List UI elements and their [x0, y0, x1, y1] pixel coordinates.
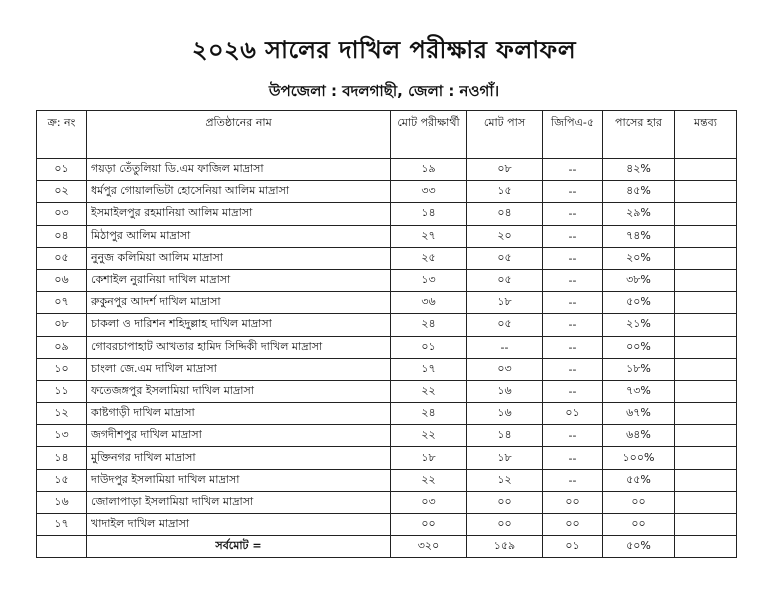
- header-gpa5: জিপিএ-৫: [543, 111, 603, 159]
- row-name-cell: চাংলা জে.এম দাখিল মাদ্রাসা: [87, 358, 391, 380]
- row-gpa5-cell: --: [543, 314, 603, 336]
- total-pass-cell: ১৫৯: [467, 536, 543, 558]
- row-sl-cell: ০৪: [37, 225, 87, 247]
- row-name-cell: জগদীশপুর দাখিল মাদ্রাসা: [87, 425, 391, 447]
- table-row: [37, 447, 737, 469]
- header-remarks: মন্তব্য: [675, 111, 737, 159]
- row-remarks-cell: [675, 247, 737, 269]
- row-name-cell: রুকুনপুর আদর্শ দাখিল মাদ্রাসা: [87, 292, 391, 314]
- row-rate-cell: ৩৮%: [603, 269, 675, 291]
- row-sl-cell: ০৬: [37, 269, 87, 291]
- row-remarks-cell: [675, 314, 737, 336]
- row-pass-cell: ০০: [467, 491, 543, 513]
- row-pass-cell: ২০: [467, 225, 543, 247]
- row-sl-cell: ০৩: [37, 203, 87, 225]
- table-row: [37, 425, 737, 447]
- row-name-cell: দাউদপুর ইসলামিয়া দাখিল মাদ্রাসা: [87, 469, 391, 491]
- table-row: [37, 247, 737, 269]
- row-rate-cell: ৪২%: [603, 159, 675, 181]
- row-rate-cell: ২০%: [603, 247, 675, 269]
- row-pass-cell: ০৫: [467, 247, 543, 269]
- row-sl-cell: ০১: [37, 159, 87, 181]
- table-row: [37, 292, 737, 314]
- table-row: [37, 380, 737, 402]
- row-name-cell: কাষ্টগাড়ী দাখিল মাদ্রাসা: [87, 403, 391, 425]
- row-total-cell: ৩৩: [391, 181, 467, 203]
- row-remarks-cell: [675, 447, 737, 469]
- table-row: [37, 225, 737, 247]
- row-total-cell: ৩৬: [391, 292, 467, 314]
- row-rate-cell: ১০০%: [603, 447, 675, 469]
- row-rate-cell: ২১%: [603, 314, 675, 336]
- table-row: [37, 403, 737, 425]
- row-sl-cell: ১৫: [37, 469, 87, 491]
- total-examinees-cell: ৩২০: [391, 536, 467, 558]
- row-total-cell: ০০: [391, 514, 467, 536]
- row-gpa5-cell: --: [543, 447, 603, 469]
- row-remarks-cell: [675, 336, 737, 358]
- row-rate-cell: ০০: [603, 514, 675, 536]
- row-remarks-cell: [675, 380, 737, 402]
- row-remarks-cell: [675, 203, 737, 225]
- page-subtitle: উপজেলা : বদলগাছী, জেলা : নওগাঁ।: [268, 82, 500, 100]
- table-row: [37, 491, 737, 513]
- row-remarks-cell: [675, 269, 737, 291]
- row-total-cell: ১৩: [391, 269, 467, 291]
- row-remarks-cell: [675, 159, 737, 181]
- row-name-cell: কেশাইল নুরানিয়া দাখিল মাদ্রাসা: [87, 269, 391, 291]
- row-sl-cell: ১৩: [37, 425, 87, 447]
- row-name-cell: মুক্তিনগর দাখিল মাদ্রাসা: [87, 447, 391, 469]
- row-pass-cell: ১৬: [467, 403, 543, 425]
- row-sl-cell: ১০: [37, 358, 87, 380]
- row-remarks-cell: [675, 358, 737, 380]
- row-total-cell: ২৫: [391, 247, 467, 269]
- row-sl-cell: ১১: [37, 380, 87, 402]
- table-row: [37, 469, 737, 491]
- row-total-cell: ২২: [391, 425, 467, 447]
- row-pass-cell: ১২: [467, 469, 543, 491]
- table-row: [37, 203, 737, 225]
- row-sl-cell: ১৭: [37, 514, 87, 536]
- row-gpa5-cell: --: [543, 269, 603, 291]
- row-name-cell: ফতেজঙ্গপুর ইসলামিয়া দাখিল মাদ্রাসা: [87, 380, 391, 402]
- table-row: [37, 514, 737, 536]
- row-sl-cell: ১৪: [37, 447, 87, 469]
- row-gpa5-cell: --: [543, 358, 603, 380]
- page-title: ২০২৬ সালের দাখিল পরীক্ষার ফলাফল: [191, 36, 577, 64]
- row-gpa5-cell: --: [543, 247, 603, 269]
- row-rate-cell: ২৯%: [603, 203, 675, 225]
- row-sl-cell: ১৬: [37, 491, 87, 513]
- table-row: [37, 358, 737, 380]
- row-name-cell: ইসমাইলপুর রহমানিয়া আলিম মাদ্রাসা: [87, 203, 391, 225]
- row-rate-cell: ০০: [603, 491, 675, 513]
- row-remarks-cell: [675, 514, 737, 536]
- row-pass-cell: ০৫: [467, 314, 543, 336]
- row-remarks-cell: [675, 292, 737, 314]
- row-remarks-cell: [675, 225, 737, 247]
- total-row: [37, 536, 737, 558]
- row-total-cell: ২২: [391, 380, 467, 402]
- row-name-cell: জোলাপাড়া ইসলামিয়া দাখিল মাদ্রাসা: [87, 491, 391, 513]
- table-row: [37, 269, 737, 291]
- row-rate-cell: ৪৫%: [603, 181, 675, 203]
- row-total-cell: ১৭: [391, 358, 467, 380]
- row-gpa5-cell: --: [543, 225, 603, 247]
- row-rate-cell: ৭৪%: [603, 225, 675, 247]
- row-name-cell: খাদাইল দাখিল মাদ্রাসা: [87, 514, 391, 536]
- row-sl-cell: ০৯: [37, 336, 87, 358]
- results-table: [36, 110, 737, 558]
- header-name: প্রতিষ্ঠানের নাম: [87, 111, 391, 159]
- header-sl: ক্র: নং: [37, 111, 87, 159]
- row-gpa5-cell: --: [543, 203, 603, 225]
- row-total-cell: ২৭: [391, 225, 467, 247]
- row-gpa5-cell: --: [543, 425, 603, 447]
- table-row: [37, 336, 737, 358]
- row-gpa5-cell: --: [543, 469, 603, 491]
- row-name-cell: গোবরচাপাহাট আখতার হামিদ সিদ্দিকী দাখিল মাদ্রাসা: [87, 336, 391, 358]
- row-remarks-cell: [675, 403, 737, 425]
- row-pass-cell: ০৫: [467, 269, 543, 291]
- total-gpa5-cell: ০১: [543, 536, 603, 558]
- row-total-cell: ১৯: [391, 159, 467, 181]
- table-header-row: [37, 111, 737, 159]
- row-sl-cell: ১২: [37, 403, 87, 425]
- row-total-cell: ০১: [391, 336, 467, 358]
- row-sl-cell: ০৫: [37, 247, 87, 269]
- row-name-cell: নুনুজ কলিমিয়া আলিম মাদ্রাসা: [87, 247, 391, 269]
- row-pass-cell: ১৫: [467, 181, 543, 203]
- row-gpa5-cell: --: [543, 181, 603, 203]
- row-gpa5-cell: ০১: [543, 403, 603, 425]
- row-name-cell: গয়ড়া তেঁতুলিয়া ডি.এম ফাজিল মাদ্রাসা: [87, 159, 391, 181]
- total-sl-cell: [37, 536, 87, 558]
- row-pass-cell: ০৪: [467, 203, 543, 225]
- row-sl-cell: ০২: [37, 181, 87, 203]
- row-gpa5-cell: --: [543, 292, 603, 314]
- row-pass-cell: ০৮: [467, 159, 543, 181]
- row-pass-cell: --: [467, 336, 543, 358]
- row-sl-cell: ০৮: [37, 314, 87, 336]
- total-rate-cell: ৫০%: [603, 536, 675, 558]
- row-rate-cell: ৫০%: [603, 292, 675, 314]
- row-gpa5-cell: --: [543, 336, 603, 358]
- row-name-cell: চাকলা ও দারিশন শহিদুল্লাহ দাখিল মাদ্রাসা: [87, 314, 391, 336]
- row-total-cell: ০৩: [391, 491, 467, 513]
- row-pass-cell: ১৮: [467, 292, 543, 314]
- row-pass-cell: ১৪: [467, 425, 543, 447]
- table-row: [37, 314, 737, 336]
- row-remarks-cell: [675, 425, 737, 447]
- row-remarks-cell: [675, 469, 737, 491]
- row-pass-cell: ০৩: [467, 358, 543, 380]
- row-gpa5-cell: --: [543, 159, 603, 181]
- row-pass-cell: ১৮: [467, 447, 543, 469]
- total-label: সর্বমোট =: [87, 536, 391, 558]
- row-remarks-cell: [675, 181, 737, 203]
- total-remarks-cell: [675, 536, 737, 558]
- header-pass-rate: পাসের হার: [603, 111, 675, 159]
- row-pass-cell: ০০: [467, 514, 543, 536]
- row-gpa5-cell: --: [543, 380, 603, 402]
- row-sl-cell: ০৭: [37, 292, 87, 314]
- row-remarks-cell: [675, 491, 737, 513]
- row-pass-cell: ১৬: [467, 380, 543, 402]
- row-gpa5-cell: ০০: [543, 491, 603, 513]
- row-rate-cell: ৭৩%: [603, 380, 675, 402]
- row-rate-cell: ৬৪%: [603, 425, 675, 447]
- row-total-cell: ১৮: [391, 447, 467, 469]
- row-total-cell: ২২: [391, 469, 467, 491]
- table-row: [37, 181, 737, 203]
- row-total-cell: ১৪: [391, 203, 467, 225]
- row-rate-cell: ১৮%: [603, 358, 675, 380]
- table-row: [37, 159, 737, 181]
- row-gpa5-cell: ০০: [543, 514, 603, 536]
- header-total-examinees: মোট পরীক্ষার্থী: [391, 111, 467, 159]
- row-name-cell: মিঠাপুর আলিম মাদ্রাসা: [87, 225, 391, 247]
- row-rate-cell: ০০%: [603, 336, 675, 358]
- row-rate-cell: ৬৭%: [603, 403, 675, 425]
- header-total-pass: মোট পাস: [467, 111, 543, 159]
- row-total-cell: ২৪: [391, 403, 467, 425]
- row-rate-cell: ৫৫%: [603, 469, 675, 491]
- row-name-cell: ধর্মপুর গোয়ালভিটা হোসেনিয়া আলিম মাদ্রাসা: [87, 181, 391, 203]
- row-total-cell: ২৪: [391, 314, 467, 336]
